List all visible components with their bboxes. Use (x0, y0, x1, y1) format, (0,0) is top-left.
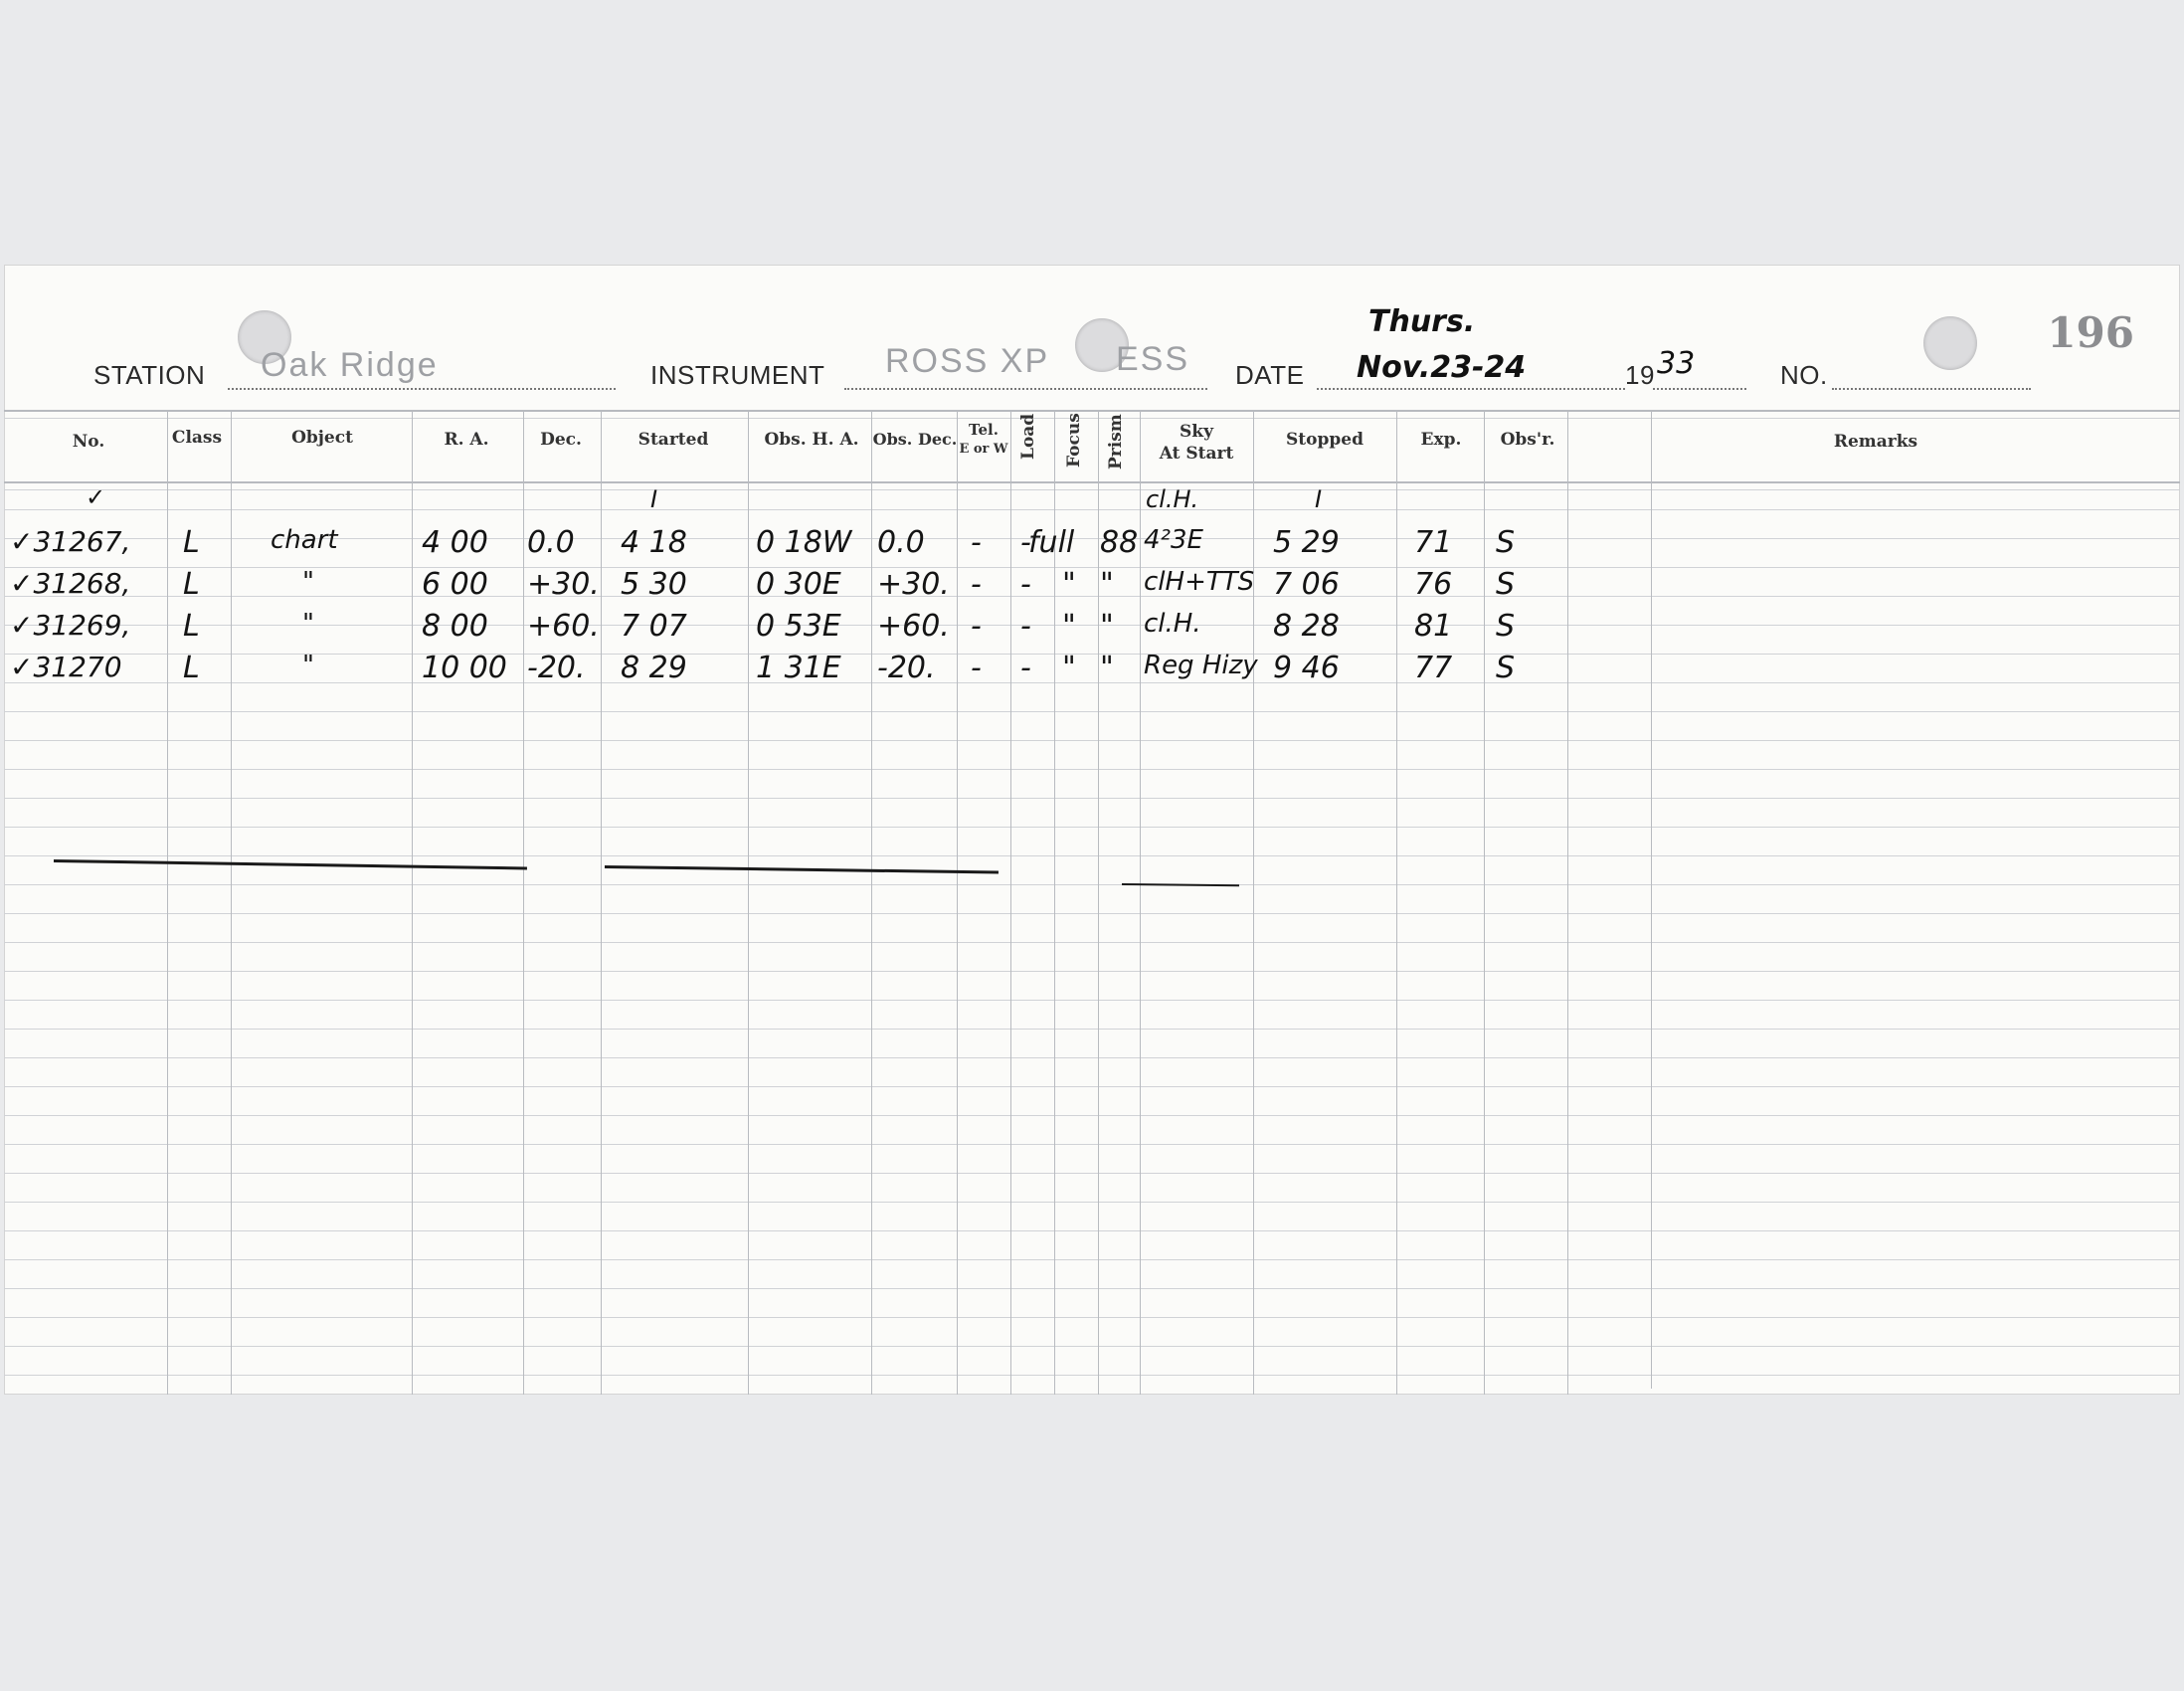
ruled-line (4, 740, 2180, 741)
ruled-line (4, 855, 2180, 856)
units-no: ✓ (86, 483, 106, 511)
entry-tel: - (971, 525, 982, 560)
entry-obs-dec: +30. (877, 567, 950, 602)
ruled-line (4, 1202, 2180, 1203)
column-divider (412, 410, 413, 1395)
column-divider (167, 410, 168, 1395)
col-no: No. (72, 432, 105, 452)
entry-exp: 77 (1414, 651, 1453, 685)
ruled-line (4, 1317, 2180, 1318)
entry-no: ✓31268, (10, 567, 131, 600)
entry-class: L (183, 567, 200, 602)
entry-obs-dec: +60. (877, 609, 950, 644)
instrument-label: INSTRUMENT (650, 360, 825, 390)
entry-ra: 10 00 (422, 651, 507, 685)
entry-ra: 8 00 (422, 609, 488, 644)
col-sky-at-start: At Start (1159, 444, 1234, 464)
entry-ra: 6 00 (422, 567, 488, 602)
col-focus: Focus (1064, 413, 1084, 468)
date-label: DATE (1235, 360, 1305, 390)
entry-load: - (1020, 567, 1031, 602)
col-e-or-w: E or W (959, 442, 1008, 457)
log-sheet (4, 265, 2180, 1395)
units-started: I (650, 485, 658, 513)
column-divider (1396, 410, 1397, 1395)
entry-load: - (1020, 651, 1031, 685)
column-divider (1567, 410, 1568, 1395)
ruled-line (4, 1173, 2180, 1174)
ruled-line (4, 654, 2180, 655)
entry-prism: " (1100, 651, 1114, 685)
entry-class: L (183, 651, 200, 685)
column-divider (1010, 410, 1011, 1395)
entry-load: - (1020, 525, 1031, 560)
ruled-line (4, 798, 2180, 799)
entry-obsr: S (1496, 651, 1516, 685)
date-line (1317, 388, 1625, 390)
entry-class: L (183, 609, 200, 644)
entry-obsr: S (1496, 609, 1516, 644)
table-top-rule-2 (4, 418, 2180, 419)
column-divider (1253, 410, 1254, 1395)
entry-focus: " (1062, 567, 1076, 602)
column-divider (871, 410, 872, 1395)
column-divider (1140, 410, 1141, 1395)
col-sky: Sky (1180, 422, 1213, 442)
ruled-line (4, 827, 2180, 828)
entry-started: 7 07 (621, 609, 687, 644)
no-line (1832, 388, 2031, 390)
ruled-line (4, 1000, 2180, 1001)
ruled-line (4, 509, 2180, 510)
col-obsr: Obs'r. (1500, 430, 1555, 450)
ruled-line (4, 971, 2180, 972)
entry-obsr: S (1496, 525, 1516, 560)
date-day: Thurs. (1368, 304, 1476, 339)
entry-obs-dec: 0.0 (877, 525, 925, 560)
entry-sky: cl.H. (1144, 609, 1201, 639)
strike-line-1 (54, 859, 527, 869)
entry-prism: " (1100, 609, 1114, 644)
ruled-line (4, 1346, 2180, 1347)
instrument-value: ROSS XP (885, 342, 1050, 380)
entry-started: 4 18 (621, 525, 687, 560)
instrument-value-end: ESS (1116, 340, 1190, 378)
column-divider (748, 410, 749, 1395)
entry-obsr: S (1496, 567, 1516, 602)
col-remarks: Remarks (1833, 432, 1918, 452)
entry-load: - (1020, 609, 1031, 644)
ruled-line (4, 884, 2180, 885)
ruled-line (4, 1144, 2180, 1145)
col-obs-ha: Obs. H. A. (764, 430, 859, 450)
entry-no: ✓31270 (10, 651, 122, 683)
entry-stopped: 7 06 (1273, 567, 1340, 602)
col-object: Object (291, 428, 353, 448)
entry-focus: " (1062, 651, 1076, 685)
entry-sky: clH+TTS (1144, 567, 1255, 597)
ruled-line (4, 1288, 2180, 1289)
column-divider (1098, 410, 1099, 1395)
entry-sky: Reg Hizy (1144, 651, 1258, 680)
entry-obs-ha: 1 31E (756, 651, 841, 685)
entry-focus: full (1028, 525, 1075, 560)
col-stopped: Stopped (1286, 430, 1364, 450)
entry-exp: 81 (1414, 609, 1453, 644)
col-tel: Tel. (969, 421, 999, 439)
strike-line-2 (605, 865, 999, 874)
entry-obs-dec: -20. (877, 651, 936, 685)
entry-class: L (183, 525, 200, 560)
entry-no: ✓31267, (10, 525, 131, 558)
entry-stopped: 5 29 (1273, 525, 1340, 560)
col-class: Class (171, 428, 223, 448)
entry-started: 8 29 (621, 651, 687, 685)
entry-started: 5 30 (621, 567, 687, 602)
ruled-line (4, 596, 2180, 597)
col-ra: R. A. (444, 430, 489, 450)
col-exp: Exp. (1420, 430, 1462, 450)
station-line (228, 388, 616, 390)
entry-object: " (302, 567, 314, 597)
ruled-line (4, 711, 2180, 712)
station-label: STATION (93, 360, 206, 390)
table-top-rule (4, 410, 2180, 412)
entry-tel: - (971, 567, 982, 602)
ruled-line (4, 1259, 2180, 1260)
col-prism: Prism (1106, 414, 1126, 470)
entry-object: " (302, 651, 314, 680)
entry-exp: 76 (1414, 567, 1453, 602)
column-divider (523, 410, 524, 1395)
entry-dec: +60. (527, 609, 600, 644)
entry-focus: " (1062, 609, 1076, 644)
ruled-line (4, 1230, 2180, 1231)
column-divider (1484, 410, 1485, 1395)
col-started: Started (637, 430, 709, 450)
entry-dec: 0.0 (527, 525, 575, 560)
entry-stopped: 9 46 (1273, 651, 1340, 685)
column-divider (231, 410, 232, 1395)
entry-stopped: 8 28 (1273, 609, 1340, 644)
ruled-line (4, 1057, 2180, 1058)
ruled-line (4, 625, 2180, 626)
entry-ra: 4 00 (422, 525, 488, 560)
units-sky: cl.H. (1146, 485, 1199, 513)
punch-hole-right (1923, 316, 1977, 370)
date-value: Nov.23-24 (1357, 350, 1527, 385)
station-value: Oak Ridge (261, 346, 439, 384)
entry-prism: 88 (1100, 525, 1139, 560)
ruled-line (4, 682, 2180, 683)
entry-tel: - (971, 651, 982, 685)
ruled-line (4, 942, 2180, 943)
ruled-line (4, 567, 2180, 568)
entry-tel: - (971, 609, 982, 644)
col-load: Load (1018, 413, 1038, 460)
ruled-line (4, 1375, 2180, 1376)
header-bottom-rule (4, 481, 2180, 483)
entry-object: " (302, 609, 314, 639)
sheet-number: 196 (2047, 308, 2134, 357)
entry-obs-ha: 0 30E (756, 567, 841, 602)
entry-sky: 4²3E (1144, 525, 1203, 555)
ruled-line (4, 1086, 2180, 1087)
entry-dec: +30. (527, 567, 600, 602)
units-stopped: I (1315, 485, 1323, 513)
entry-dec: -20. (527, 651, 586, 685)
entry-prism: " (1100, 567, 1114, 602)
ruled-line (4, 1115, 2180, 1116)
ruled-line (4, 913, 2180, 914)
instrument-line (844, 388, 1207, 390)
entry-obs-ha: 0 18W (756, 525, 852, 560)
col-obs-dec: Obs. Dec. (872, 430, 958, 449)
header-bottom-rule-2 (4, 489, 2180, 490)
column-divider (601, 410, 602, 1395)
no-label: NO. (1780, 360, 1828, 390)
ruled-line (4, 769, 2180, 770)
entry-obs-ha: 0 53E (756, 609, 841, 644)
col-dec: Dec. (540, 430, 582, 450)
year-suffix: 33 (1657, 346, 1696, 381)
entry-object: chart (271, 525, 338, 555)
column-divider (957, 410, 958, 1395)
year-line (1653, 388, 1746, 390)
entry-no: ✓31269, (10, 609, 131, 642)
year-prefix: 19 (1625, 360, 1655, 390)
ruled-line (4, 1029, 2180, 1030)
column-divider (1651, 410, 1652, 1389)
entry-exp: 71 (1414, 525, 1453, 560)
